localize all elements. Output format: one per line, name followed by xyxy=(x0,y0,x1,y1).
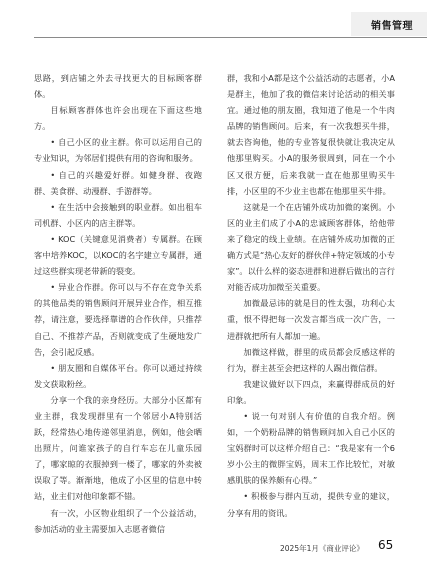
paragraph: 思路，到店铺之外去寻找更大的目标顾客群体。 xyxy=(34,73,202,100)
paragraph: 这就是一个在店铺外成功加微的案例。小区的业主们成了小A的忠诚顾客群体，给他带来了稳定的线上业绩。在店铺外成功加微的正确方式是“热心友好的群伙伴+特定领域的小专家”。以什么样的姿态进群和进群后做出的言行对能否成功加微至关重要。 xyxy=(227,201,395,293)
paragraph: 分享一个我的亲身经历。大部分小区都有业主群，我发现群里有一个邻居小A特别活跃，经常热心地传递邻里消息，例如，他会晒出照片，问谁家孩子的自行车忘在儿童乐园了，哪家晾的衣服掉到一楼了，哪家的外卖被误取了等。渐渐地，他成了小区里的信息中转站，业主们对他印象都不错。 xyxy=(34,394,202,502)
page-header xyxy=(0,0,427,40)
bullet-item: • 自己的兴趣爱好群。如健身群、夜跑群、美食群、动漫群、手游群等。 xyxy=(34,169,202,196)
bullet-item: • 在生活中会接触到的职业群。如出租车司机群、小区内的店主群等。 xyxy=(34,201,202,228)
bullet-item: • KOC（关键意见消费者）专属群。在顾客中培养KOC，以KOC的名字建立专属群，通过这些群实现老带新的裂变。 xyxy=(34,233,202,277)
header-divider xyxy=(34,37,427,38)
bullet-item: • 自己小区的业主群。你可以运用自己的专业知识，为邻居们提供有用的咨询和服务。 xyxy=(34,137,202,164)
bullet-item: • 异业合作群。你可以与不存在竞争关系的其他品类的销售顾问开展异业合作，相互推荐，请注意，要选择靠谱的合作伙伴，只推荐自己、不推荐产品，否则就变成了生硬地发广告，会引起反感。 xyxy=(34,282,202,357)
issue-footer: 2025年1月《商业评论》 xyxy=(280,544,364,553)
paragraph: 群，我和小A都是这个公益活动的志愿者，小A是群主，他加了我的微信来讨论活动的相关事宜。通过他的朋友圈，我知道了他是一个牛肉品牌的销售顾问。后来，有一次我想买牛排，就去咨询他，他的专业答复很快就让我决定从他那里购买。小A的服务很周到，同在一个小区又很方便，后来我就一直在他那里购买牛排，小区里的不少业主也都在他那里买牛排。 xyxy=(227,73,395,196)
paragraph: 有一次，小区物业组织了一个公益活动，参加活动的业主需要加入志愿者微信 xyxy=(34,507,202,534)
paragraph: 我建议做好以下四点，来赢得群成员的好印象。 xyxy=(227,378,395,405)
bullet-item: • 说一句对别人有价值的自我介绍。例如，一个奶粉品牌的销售顾问加入自己小区的宝妈群时可以这样介绍自己：“我是家有一个6岁小公主的微胖宝妈，周末工作比较忙，对敏感肌肤的保养颇有心得。” xyxy=(227,410,395,486)
bullet-item: • 朋友圈和自媒体平台。你可以通过持续发文获取粉丝。 xyxy=(34,362,202,389)
section-title: 销售管理 xyxy=(371,21,413,32)
paragraph: 目标顾客群体也许会出现在下面这些地方。 xyxy=(34,105,202,132)
paragraph: 加微这样做，群里的成员都会反感这样的行为，群主甚至会把这样的人踢出微信群。 xyxy=(227,346,395,373)
right-column xyxy=(227,70,395,521)
page-number: 65 xyxy=(378,538,394,552)
bullet-item: • 积极参与群内互动，提供专业的建议，分享有用的资讯。 xyxy=(227,491,395,518)
paragraph: 加微最忌讳的就是目的性太强，功利心太重，恨不得把每一次发言都当成一次广告，一进群就把所有人都加一遍。 xyxy=(227,298,395,341)
left-column xyxy=(34,70,202,537)
